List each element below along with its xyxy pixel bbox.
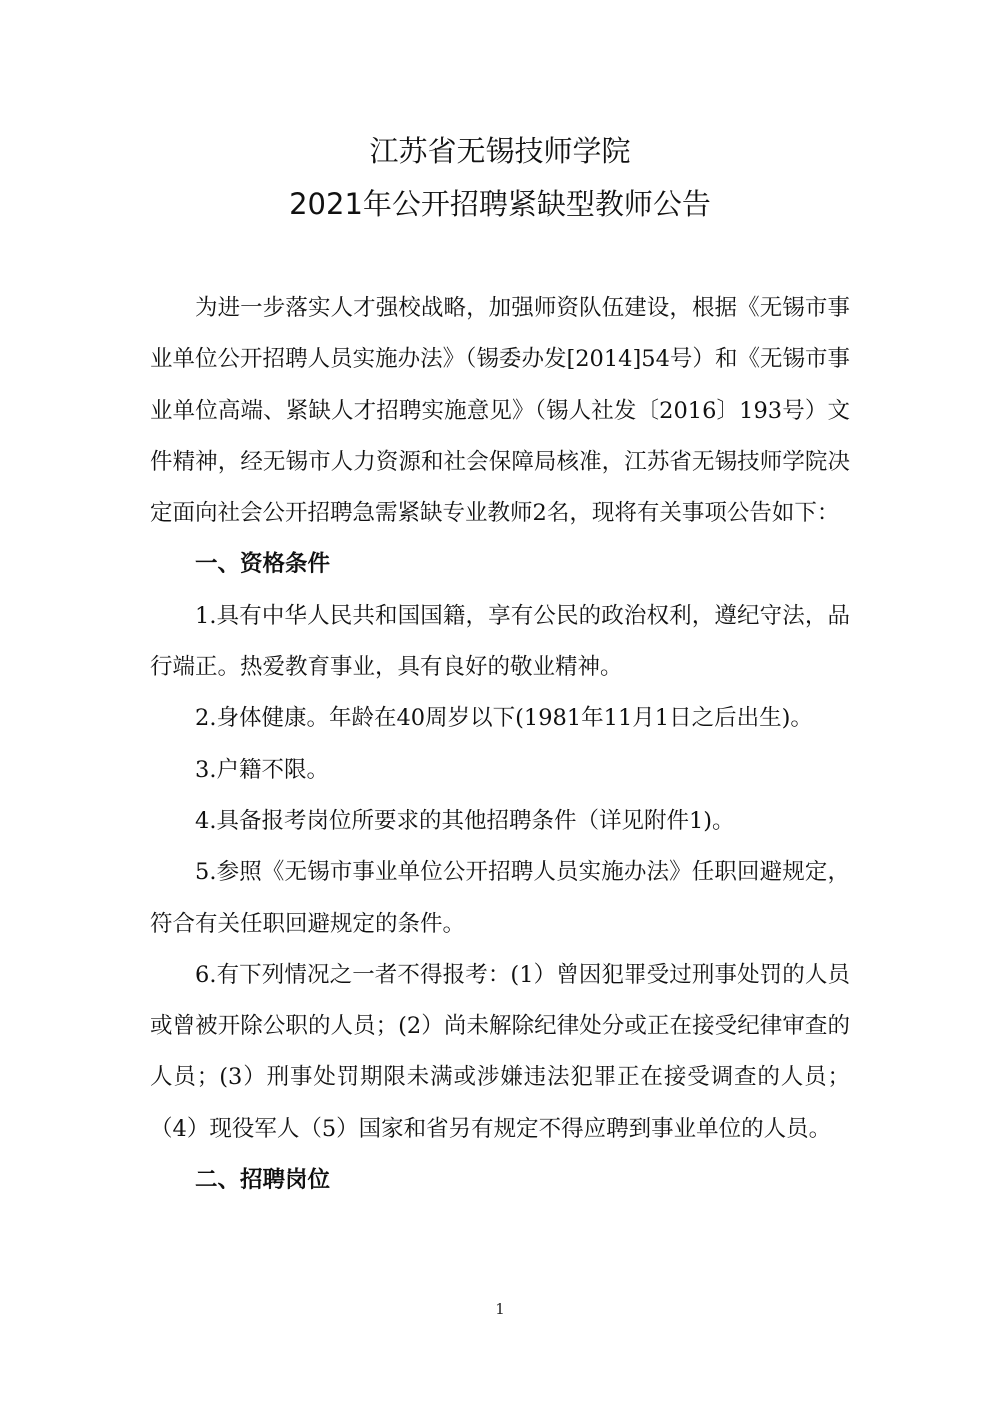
qualification-item-2: 2.身体健康。年龄在40周岁以下(1981年11月1日之后出生)。 [195, 705, 813, 732]
document-title-line1: 江苏省无锡技师学院 [369, 134, 631, 168]
intro-paragraph: 为进一步落实人才强校战略，加强师资队伍建设，根据《无锡市事业单位公开招聘人员实施办法》（锡委办发[2014]54号）和《无锡市事业单位高端、紧缺人才招聘实施意见》（锡人社发〔2016〕193号）文件精神，经无锡市人力资源和社会保障局核准，江苏省无锡技师学院决定面向社会公开招聘急需紧缺专业教师2名，现将有关事项公告如下： [150, 295, 850, 527]
section-heading-positions: 二、招聘岗位 [195, 1167, 331, 1194]
qualification-item-5: 5.参照《无锡市事业单位公开招聘人员实施办法》任职回避规定，符合有关任职回避规定的条件。 [150, 859, 850, 937]
page-number: 1 [495, 1300, 505, 1318]
document-body [150, 283, 850, 1206]
qualification-item-1: 1.具有中华人民共和国国籍，享有公民的政治权利，遵纪守法，品行端正。热爱教育事业，具有良好的敬业精神。 [150, 602, 850, 681]
qualification-item-6: 6.有下列情况之一者不得报考：(1）曾因犯罪受过刑事处罚的人员或曾被开除公职的人员；(2）尚未解除纪律处分或正在接受纪律审查的人员；(3）刑事处罚期限未满或涉嫌违法犯罪正在接受调查的人员；（4）现役军人（5）国家和省另有规定不得应聘到事业单位的人员。 [150, 961, 850, 1142]
qualification-item-4: 4.具备报考岗位所要求的其他招聘条件（详见附件1)。 [195, 807, 735, 834]
document-title-line2: 2021年公开招聘紧缺型教师公告 [289, 187, 711, 221]
qualification-item-3: 3.户籍不限。 [195, 756, 329, 783]
section-heading-qualifications: 一、资格条件 [195, 551, 331, 578]
